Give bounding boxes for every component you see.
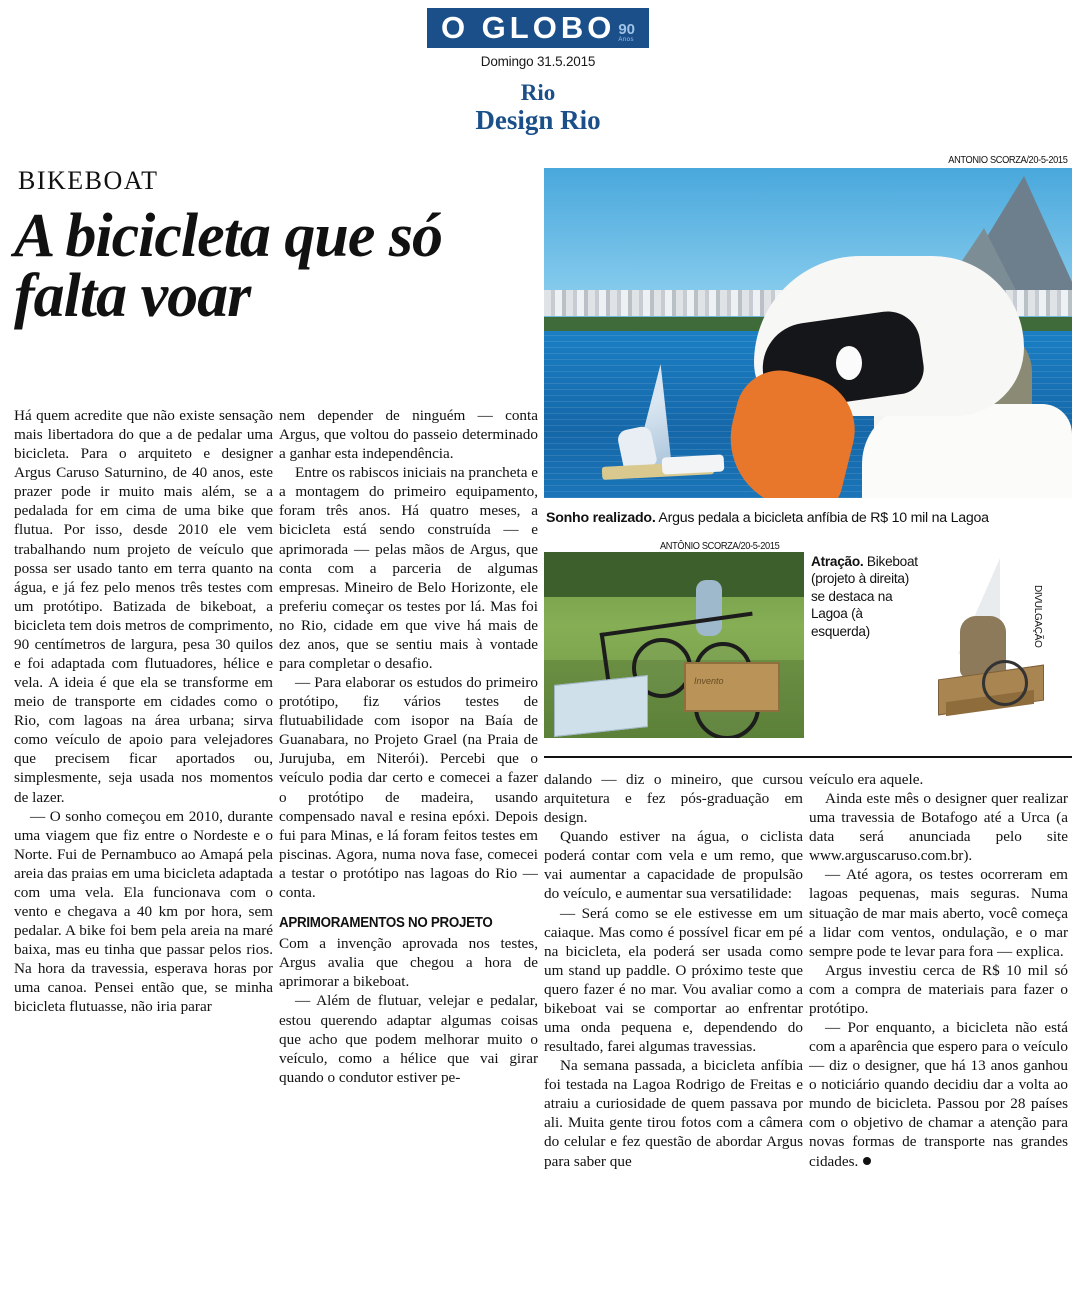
photo-background-trees — [544, 552, 804, 597]
paragraph: Há quem acredite que não existe sensação mais libertadora do que a de pedalar uma bicicleta. Para o arquiteto e designer Argus Caruso Saturnino, de 40 anos, este prazer pode ir muito mais além, se a pedalada for em cima de uma bike que flutua. Por isso, desde 2010 ele vem trabalhando num projeto de veículo que possa ser usado tanto em terra quanto na água, e já fez pelo menos três testes com um protótipo. Batizada de bikeboat, a bicicleta tem dois metros de comprimento, 90 centímetros de largura, pesa 30 quilos e foi adaptada com flutuadores, hélice e vela. A ideia é que ela se transforme em meio de transporte em cidades como o Rio, com lagoas na área urbana; sirva como veículo de apoio para velejadores que precisem ficar aportados ou, simplesmente, seja usada nos momentos de lazer. — [14, 407, 273, 806]
photo-panel-logo: Invento — [694, 676, 724, 686]
paragraph: Com a invenção aprovada nos testes, Argus avalia que chegou a hora de aprimorar a bikeboat. — [279, 935, 538, 991]
paragraph: Na semana passada, a bicicleta anfíbia foi testada na Lagoa Rodrigo de Freitas e atraiu a curiosidade de quem passava por ali. Muita gente tirou fotos com a câmera do celular e fez questão de abordar Argus para saber que — [544, 1057, 803, 1170]
body-column-4 — [809, 770, 1068, 1171]
o-globo-logo — [427, 8, 649, 48]
publication-date: Domingo 31.5.2015 — [480, 54, 596, 69]
anniversary-word: Anos — [618, 37, 635, 43]
body-column-1 — [14, 406, 273, 1017]
horizontal-divider — [544, 756, 1072, 758]
photo-swan-body — [862, 404, 1072, 498]
main-photo-credit: ANTONIO SCORZA/20-5-2015 — [948, 154, 1068, 166]
illustration-caption — [811, 553, 923, 640]
main-photo-swan-boat-lagoon — [544, 168, 1072, 498]
illustration-credit: DIVULGAÇÃO — [1032, 585, 1043, 648]
photo-boat-hull-white — [662, 454, 725, 474]
masthead — [0, 0, 1076, 136]
paragraph: Argus investiu cerca de R$ 10 mil só com a compra de materiais para fazer o protótipo. — [809, 961, 1068, 1017]
section-subheading: APRIMORAMENTOS NO PROJETO — [279, 915, 493, 932]
section-line-1: Rio — [520, 80, 556, 105]
paragraph: — Para elaborar os estudos do primeiro protótipo, fiz vários testes de flutuabilidade com isopor na Baía de Guanabara, no Projeto Grael (na Praia de Jurujuba, em Niterói). Percebi que o veículo podia dar certo e comecei a fazer o protótipo de madeira, usando compensado naval e resina epóxi. Depois fui para Minas, e lá foram feitos testes em piscinas. Agora, numa nova fase, comecei a testar o protótipo nas lagoas do Rio — conta. — [279, 674, 538, 901]
logo-wordmark: O GLOBO — [440, 10, 616, 45]
photo-wood-panel — [684, 662, 780, 712]
paragraph-text: — Por enquanto, a bicicleta não está com a aparência que espero para o veículo — diz o designer, que há 13 anos ganhou o noticiário quando decidiu dar a volta ao mundo de bicicleta. Passou por 28 países com o objetivo de chamar a atenção para novas formas de transporte nas grandes cidades. — [809, 1019, 1068, 1170]
paragraph: — O sonho começou em 2010, durante uma viagem que fiz entre o Nordeste e o Norte. Fui de Pernambuco ao Amapá pela areia das praias em uma bicicleta adaptada com uma vela. Ela funcionava com o vento e chegava a 40 km por hora, sem pedalar. A bike foi bem pela areia na maré baixa, mas eu tinha que passar pelos rios. Na hora da travessia, esperava horas por uma canoa. Pensei então que, se minha bicicleta flutuasse, não iria parar — [14, 807, 273, 1016]
anniversary-badge — [618, 22, 635, 43]
bikeboat-project-illustration — [930, 540, 1072, 740]
paragraph: — Até agora, os testes ocorreram em lagoas pequenas, mais seguras. Numa situação de mar mais aberto, você começa a lidar com ventos, ondulação, e o mar sempre pode te levar para fora — explica. — [809, 866, 1068, 960]
main-photo-caption — [546, 510, 1066, 527]
secondary-photo-bikeboat-on-grass — [544, 552, 804, 738]
paragraph: — Será como se ele estivesse em um caiaque. Mas como é possível ficar em pé na bicicleta, ela poderá ser usada como um stand up paddle. O próximo teste que quero fazer é no mar. Vou avaliar como a bikeboat vai se comportar ao enfrentar uma onda pequena e, dependendo do resultado, farei algumas travessias. — [544, 904, 803, 1056]
illustration-caption-text: Bikeboat (projeto à direita) se destaca na Lagoa (à esquerda) — [811, 554, 918, 639]
main-caption-lead: Sonho realizado. — [546, 510, 656, 526]
paragraph: dalando — diz o mineiro, que cursou arquitetura e fez pós-graduação em design. — [544, 771, 803, 827]
paragraph: — Além de flutuar, velejar e pedalar, estou querendo adaptar algumas coisas que acho que podem melhorar muito o veículo, como a hélice que vai girar quando o condutor estiver pe- — [279, 992, 538, 1086]
paragraph: Quando estiver na água, o ciclista poderá contar com vela e um remo, que vai aumentar a capacidade de propulsão do veículo, e aumentar sua versatilidade: — [544, 828, 803, 903]
section-heading — [0, 81, 1076, 136]
paragraph: Ainda este mês o designer quer realizar uma travessia de Botafogo até a Urca (a data será anunciada pelo site www.arguscaruso.com.br). — [809, 790, 1068, 865]
secondary-photo-credit: ANTÔNIO SCORZA/20-5-2015 — [660, 540, 780, 552]
section-line-2: Design Rio — [475, 105, 601, 136]
body-column-2 — [279, 406, 538, 1087]
end-mark — [863, 1157, 871, 1165]
page-title: A bicicleta que só falta voar — [14, 202, 443, 331]
article-kicker: BIKEBOAT — [18, 166, 159, 195]
paragraph: Entre os rabiscos iniciais na prancheta e a montagem do primeiro equipamento, foram três anos. Há quatro meses, a bicicleta está sendo construída — e aprimorada — pelas mãos de Argus, que conta com a parceria de algumas empresas. Mineiro de Belo Horizonte, ele preferiu começar os testes por lá. Mas foi no Rio, cidade em que vive há mais de dez anos, que se sentiu mais à vontade para completar o desafio. — [279, 464, 538, 673]
photo-float-pontoon — [554, 675, 648, 737]
anniversary-number: 90 — [618, 21, 636, 38]
main-caption-text: Argus pedala a bicicleta anfíbia de R$ 10 mil na Lagoa — [655, 510, 989, 526]
body-column-3 — [544, 770, 803, 1171]
illustration-wheel — [982, 660, 1028, 706]
illustration-caption-lead: Atração. — [811, 554, 864, 569]
paragraph: veículo era aquele. — [809, 771, 924, 788]
paragraph: nem depender de ninguém — conta Argus, que voltou do passeio determinado a ganhar esta independência. — [279, 407, 538, 463]
paragraph-final — [809, 1018, 1068, 1171]
photo-swan-eye — [836, 346, 862, 380]
